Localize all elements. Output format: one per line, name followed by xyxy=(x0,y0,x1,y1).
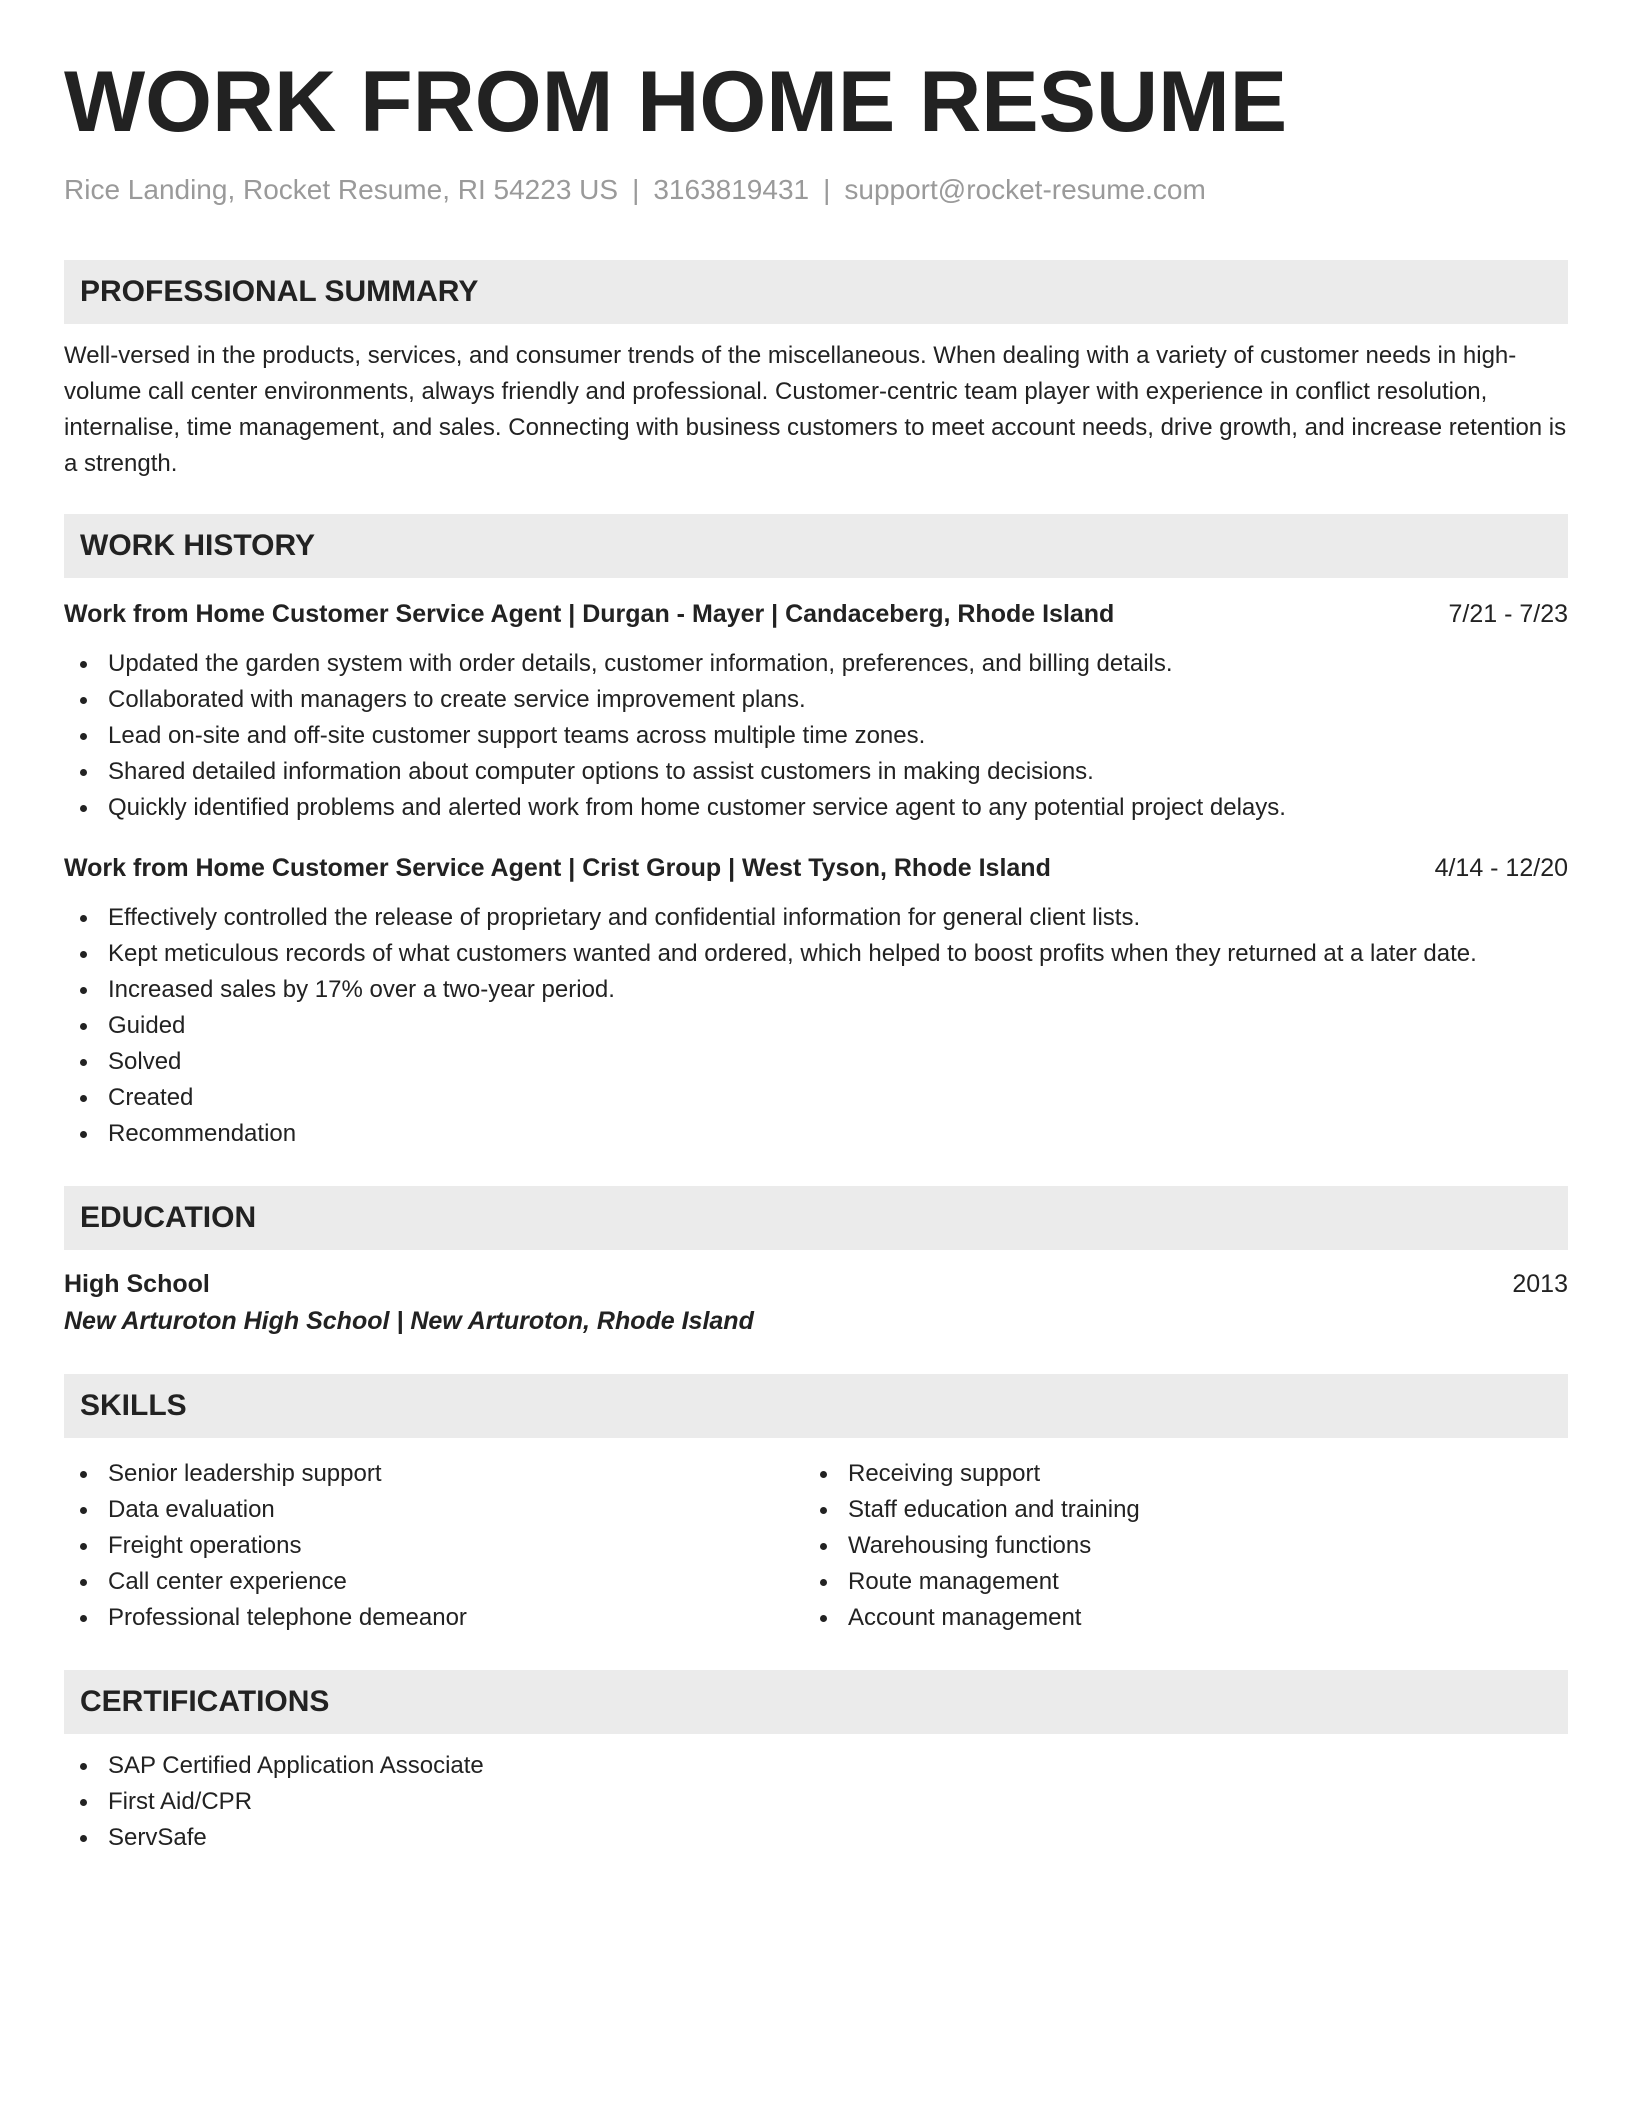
job-bullet: Updated the garden system with order details, customer information, preferences, and billing details. xyxy=(64,646,1568,682)
skill-item: Data evaluation xyxy=(64,1492,804,1528)
skills-list xyxy=(804,1456,1544,1636)
contact-line xyxy=(64,172,1568,208)
job-header xyxy=(64,850,1568,886)
job-bullet: Collaborated with managers to create service improvement plans. xyxy=(64,682,1568,718)
section-heading-summary: PROFESSIONAL SUMMARY xyxy=(64,260,1568,324)
job-entry xyxy=(64,850,1568,1152)
job-bullet: Kept meticulous records of what customers wanted and ordered, which helped to boost profits when they returned at a later date. xyxy=(64,936,1568,972)
resume-title: WORK FROM HOME RESUME xyxy=(64,54,1288,150)
section-heading-skills: SKILLS xyxy=(64,1374,1568,1438)
certification-item: First Aid/CPR xyxy=(64,1784,1568,1820)
education-school: New Arturoton High School | New Arturoton, Rhode Island xyxy=(64,1307,754,1335)
skill-item: Professional telephone demeanor xyxy=(64,1600,804,1636)
contact-phone: 3163819431 xyxy=(653,174,810,205)
job-bullet-list xyxy=(64,900,1568,1152)
education-degree: High School xyxy=(64,1270,210,1298)
skills-column-left xyxy=(64,1440,804,1636)
job-bullet: Created xyxy=(64,1080,1568,1116)
education-header xyxy=(64,1266,1568,1302)
job-bullet: Quickly identified problems and alerted work from home customer service agent to any potential project delays. xyxy=(64,790,1568,826)
certifications-list xyxy=(64,1748,1568,1856)
job-bullet: Increased sales by 17% over a two-year period. xyxy=(64,972,1568,1008)
job-bullet: Shared detailed information about computer options to assist customers in making decisions. xyxy=(64,754,1568,790)
contact-email: support@rocket-resume.com xyxy=(844,174,1206,205)
job-bullet: Recommendation xyxy=(64,1116,1568,1152)
skills-list xyxy=(64,1456,804,1636)
summary-text: Well-versed in the products, services, and consumer trends of the miscellaneous. When dealing with a variety of customer needs in high-volume call center environments, always friendly and professional. Customer-centric team player with experience in conflict resolution, internalise, time management, and sales. Connecting with business customers to meet account needs, drive growth, and increase retention is a strength. xyxy=(64,342,1567,477)
job-bullet: Effectively controlled the release of proprietary and confidential information for general client lists. xyxy=(64,900,1568,936)
job-bullet: Lead on-site and off-site customer support teams across multiple time zones. xyxy=(64,718,1568,754)
job-title: Work from Home Customer Service Agent | Crist Group | West Tyson, Rhode Island xyxy=(64,854,1051,882)
job-title: Work from Home Customer Service Agent | Durgan - Mayer | Candaceberg, Rhode Island xyxy=(64,600,1115,628)
job-bullet-list xyxy=(64,646,1568,826)
contact-separator: | xyxy=(823,174,831,205)
certification-item: SAP Certified Application Associate xyxy=(64,1748,1568,1784)
job-entry xyxy=(64,596,1568,826)
skills-grid xyxy=(64,1440,1568,1636)
section-heading-work-history: WORK HISTORY xyxy=(64,514,1568,578)
skill-item: Call center experience xyxy=(64,1564,804,1600)
job-header xyxy=(64,596,1568,632)
job-dates: 4/14 - 12/20 xyxy=(1434,854,1568,882)
skill-item: Account management xyxy=(804,1600,1544,1636)
skill-item: Senior leadership support xyxy=(64,1456,804,1492)
job-dates: 7/21 - 7/23 xyxy=(1448,600,1568,628)
skill-item: Receiving support xyxy=(804,1456,1544,1492)
skill-item: Staff education and training xyxy=(804,1492,1544,1528)
section-heading-certifications: CERTIFICATIONS xyxy=(64,1670,1568,1734)
contact-separator: | xyxy=(632,174,640,205)
job-bullet: Solved xyxy=(64,1044,1568,1080)
contact-address: Rice Landing, Rocket Resume, RI 54223 US xyxy=(64,174,619,205)
skills-column-right xyxy=(804,1440,1544,1636)
skill-item: Freight operations xyxy=(64,1528,804,1564)
certification-item: ServSafe xyxy=(64,1820,1568,1856)
job-bullet: Guided xyxy=(64,1008,1568,1044)
section-heading-education: EDUCATION xyxy=(64,1186,1568,1250)
skill-item: Route management xyxy=(804,1564,1544,1600)
education-year: 2013 xyxy=(1512,1270,1568,1298)
skill-item: Warehousing functions xyxy=(804,1528,1544,1564)
